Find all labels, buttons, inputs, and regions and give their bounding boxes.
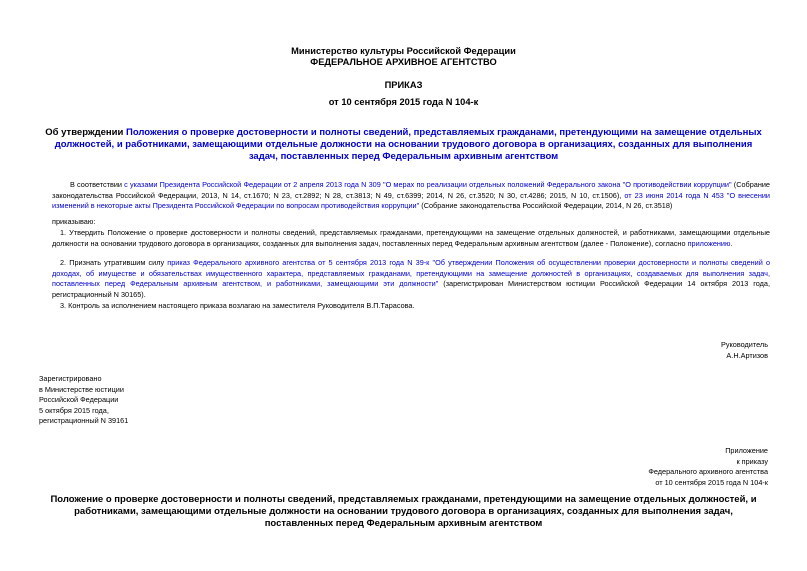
item-1-paragraph (52, 228, 770, 249)
preamble-text-3: (Собрание законодательства Российской Федерации, 2014, N 26, ст.3518) (419, 201, 673, 210)
preamble-text-2: (Собрание законодательства Российской Федерации, 2013, N 14, ст.1670; N 23, ст.2892; N 28, ст.3813; N 49, ст.6399; 2014, N 26, ст.3520; N 30, ст.4286; 2015, N 10, ст.1506), (52, 180, 770, 200)
appendix-ref-line: к приказу (736, 456, 768, 466)
registration-line: в Министерстве юстиции (39, 384, 124, 394)
signature-role: Руководитель (720, 340, 768, 349)
order-word: приказываю: (52, 217, 96, 226)
signature-name: А.Н.Артизов (726, 350, 768, 360)
title-link[interactable]: Положения о проверке достоверности и полноты сведений, представляемых гражданами, претендующими на замещение отдельных должностей, и работниками, замещающими отдельные должности на основании трудового договора в организациях, созданных для выполнения задач, поставленных перед Федеральным архивным агентством (54, 127, 762, 162)
appendix-ref-line: Приложение (725, 446, 768, 455)
item-1-text: 1. Утвердить Положение о проверке достоверности и полноты сведений, представляемых гражданами, претендующими на замещение отдельных должностей, и работниками, замещающими отдельные должности на основании трудового договора в организациях, созданных для выполнения задач, поставленных перед Федеральным архивным агентством (далее - Положение), согласно (52, 228, 770, 248)
doc-date-number: от 10 сентября 2015 года N 104-к (328, 97, 479, 107)
order-39k-link[interactable]: приказ Федерального архивного агентства от 5 сентября 2013 года N 39-к "Об утверждении Положения об осуществлении проверки достоверности и полноты сведений о доходах, об имуществе и обязательствах имущественного характера, представляемых гражданами, претендующими на замещение должностей в организациях, создаваемых для выполнения задач, поставленных перед Федеральным архивным агентством, и работниками, замещающими эти должности" (52, 258, 770, 288)
appendix-ref-line: от 10 сентября 2015 года N 104-к (655, 477, 768, 487)
appendix-reference (648, 446, 768, 488)
item-1-end: . (730, 238, 733, 248)
item-3-paragraph: 3. Контроль за исполнением настоящего приказа возлагаю на заместителя Руководителя В.П.Тарасова. (60, 301, 415, 310)
appendix-ref-line: Федерального архивного агентства (648, 467, 768, 476)
registration-line: Российской Федерации (39, 395, 119, 404)
item-2-end: (зарегистрирован Министерством юстиции Российской Федерации 14 октября 2013 года, регистрационный N 30165). (52, 279, 771, 299)
agency-name: ФЕДЕРАЛЬНОЕ АРХИВНОЕ АГЕНТСТВО (310, 57, 497, 67)
registration-line: Зарегистрировано (39, 374, 102, 383)
decree-309-link[interactable]: с указами Президента Российской Федерации от 2 апреля 2013 года N 309 "О мерах по реализации отдельных положений Федерального закона "О противодействии коррупции" (124, 180, 732, 189)
appendix-link[interactable]: приложению (687, 238, 731, 248)
appendix-title: Положение о проверке достоверности и полноты сведений, представляемых гражданами, претендующими на замещение отдельных должностей, и работниками, замещающими отдельные должности на основании трудового договора в организациях, созданных для выполнения задач, поставленных перед Федеральным архивным агентством (50, 494, 757, 529)
decree-453-link[interactable]: от 23 июня 2014 года N 453 "О внесении изменений в некоторые акты Президента Российской Федерации по вопросам противодействия коррупции" (52, 190, 770, 210)
preamble-text-1: В соответствии (70, 180, 125, 189)
title-prefix: Об утверждении (45, 127, 126, 138)
registration-line: регистрационный N 39161 (39, 416, 129, 425)
item-2-text: 2. Признать утратившим силу (60, 258, 168, 267)
registration-line: 5 октября 2015 года, (39, 405, 109, 415)
preamble-paragraph (52, 180, 770, 212)
doc-type: ПРИКАЗ (384, 80, 423, 90)
document-header (0, 46, 807, 68)
document-title (40, 127, 767, 163)
signature-block (721, 340, 768, 361)
ministry-name: Министерство культуры Российской Федерации (291, 46, 516, 56)
registration-block (39, 374, 128, 427)
item-2-paragraph (52, 258, 770, 300)
